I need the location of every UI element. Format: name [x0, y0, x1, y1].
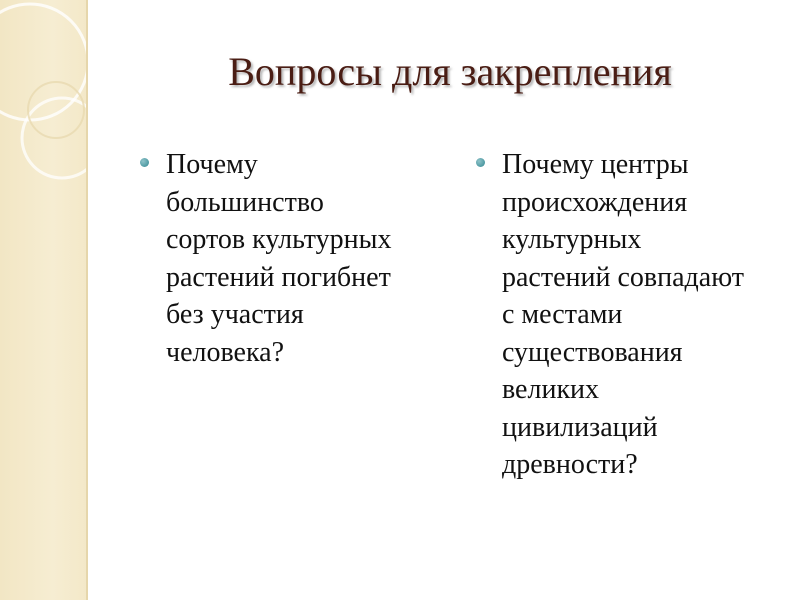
text-line: растений совпадают — [502, 261, 744, 293]
decorative-circles — [0, 0, 88, 600]
text-line: Почему центры — [502, 149, 689, 180]
text-line: с местами — [502, 299, 623, 330]
text-line: происхождения — [502, 186, 688, 218]
left-question — [140, 146, 440, 371]
text-line: культурных — [502, 224, 642, 255]
decorative-side-band — [0, 0, 88, 600]
text-line: растений погибнет — [166, 261, 391, 293]
right-question — [476, 146, 786, 484]
text-line: великих — [502, 374, 600, 405]
bullet-icon — [140, 158, 149, 167]
text-line: сортов культурных — [166, 224, 392, 255]
text-line: существования — [502, 336, 683, 368]
text-line: человека? — [166, 336, 285, 368]
side-band-divider — [86, 0, 88, 600]
text-line: без участия — [166, 299, 304, 330]
text-line: древности? — [502, 449, 638, 480]
text-line: цивилизаций — [502, 411, 658, 443]
text-line: большинство — [166, 186, 324, 218]
left-question-text — [166, 146, 440, 371]
bullet-icon — [476, 158, 485, 167]
slide-title: Вопросы для закрепления — [228, 49, 672, 94]
right-question-text — [502, 146, 786, 484]
text-line: Почему — [166, 149, 258, 180]
